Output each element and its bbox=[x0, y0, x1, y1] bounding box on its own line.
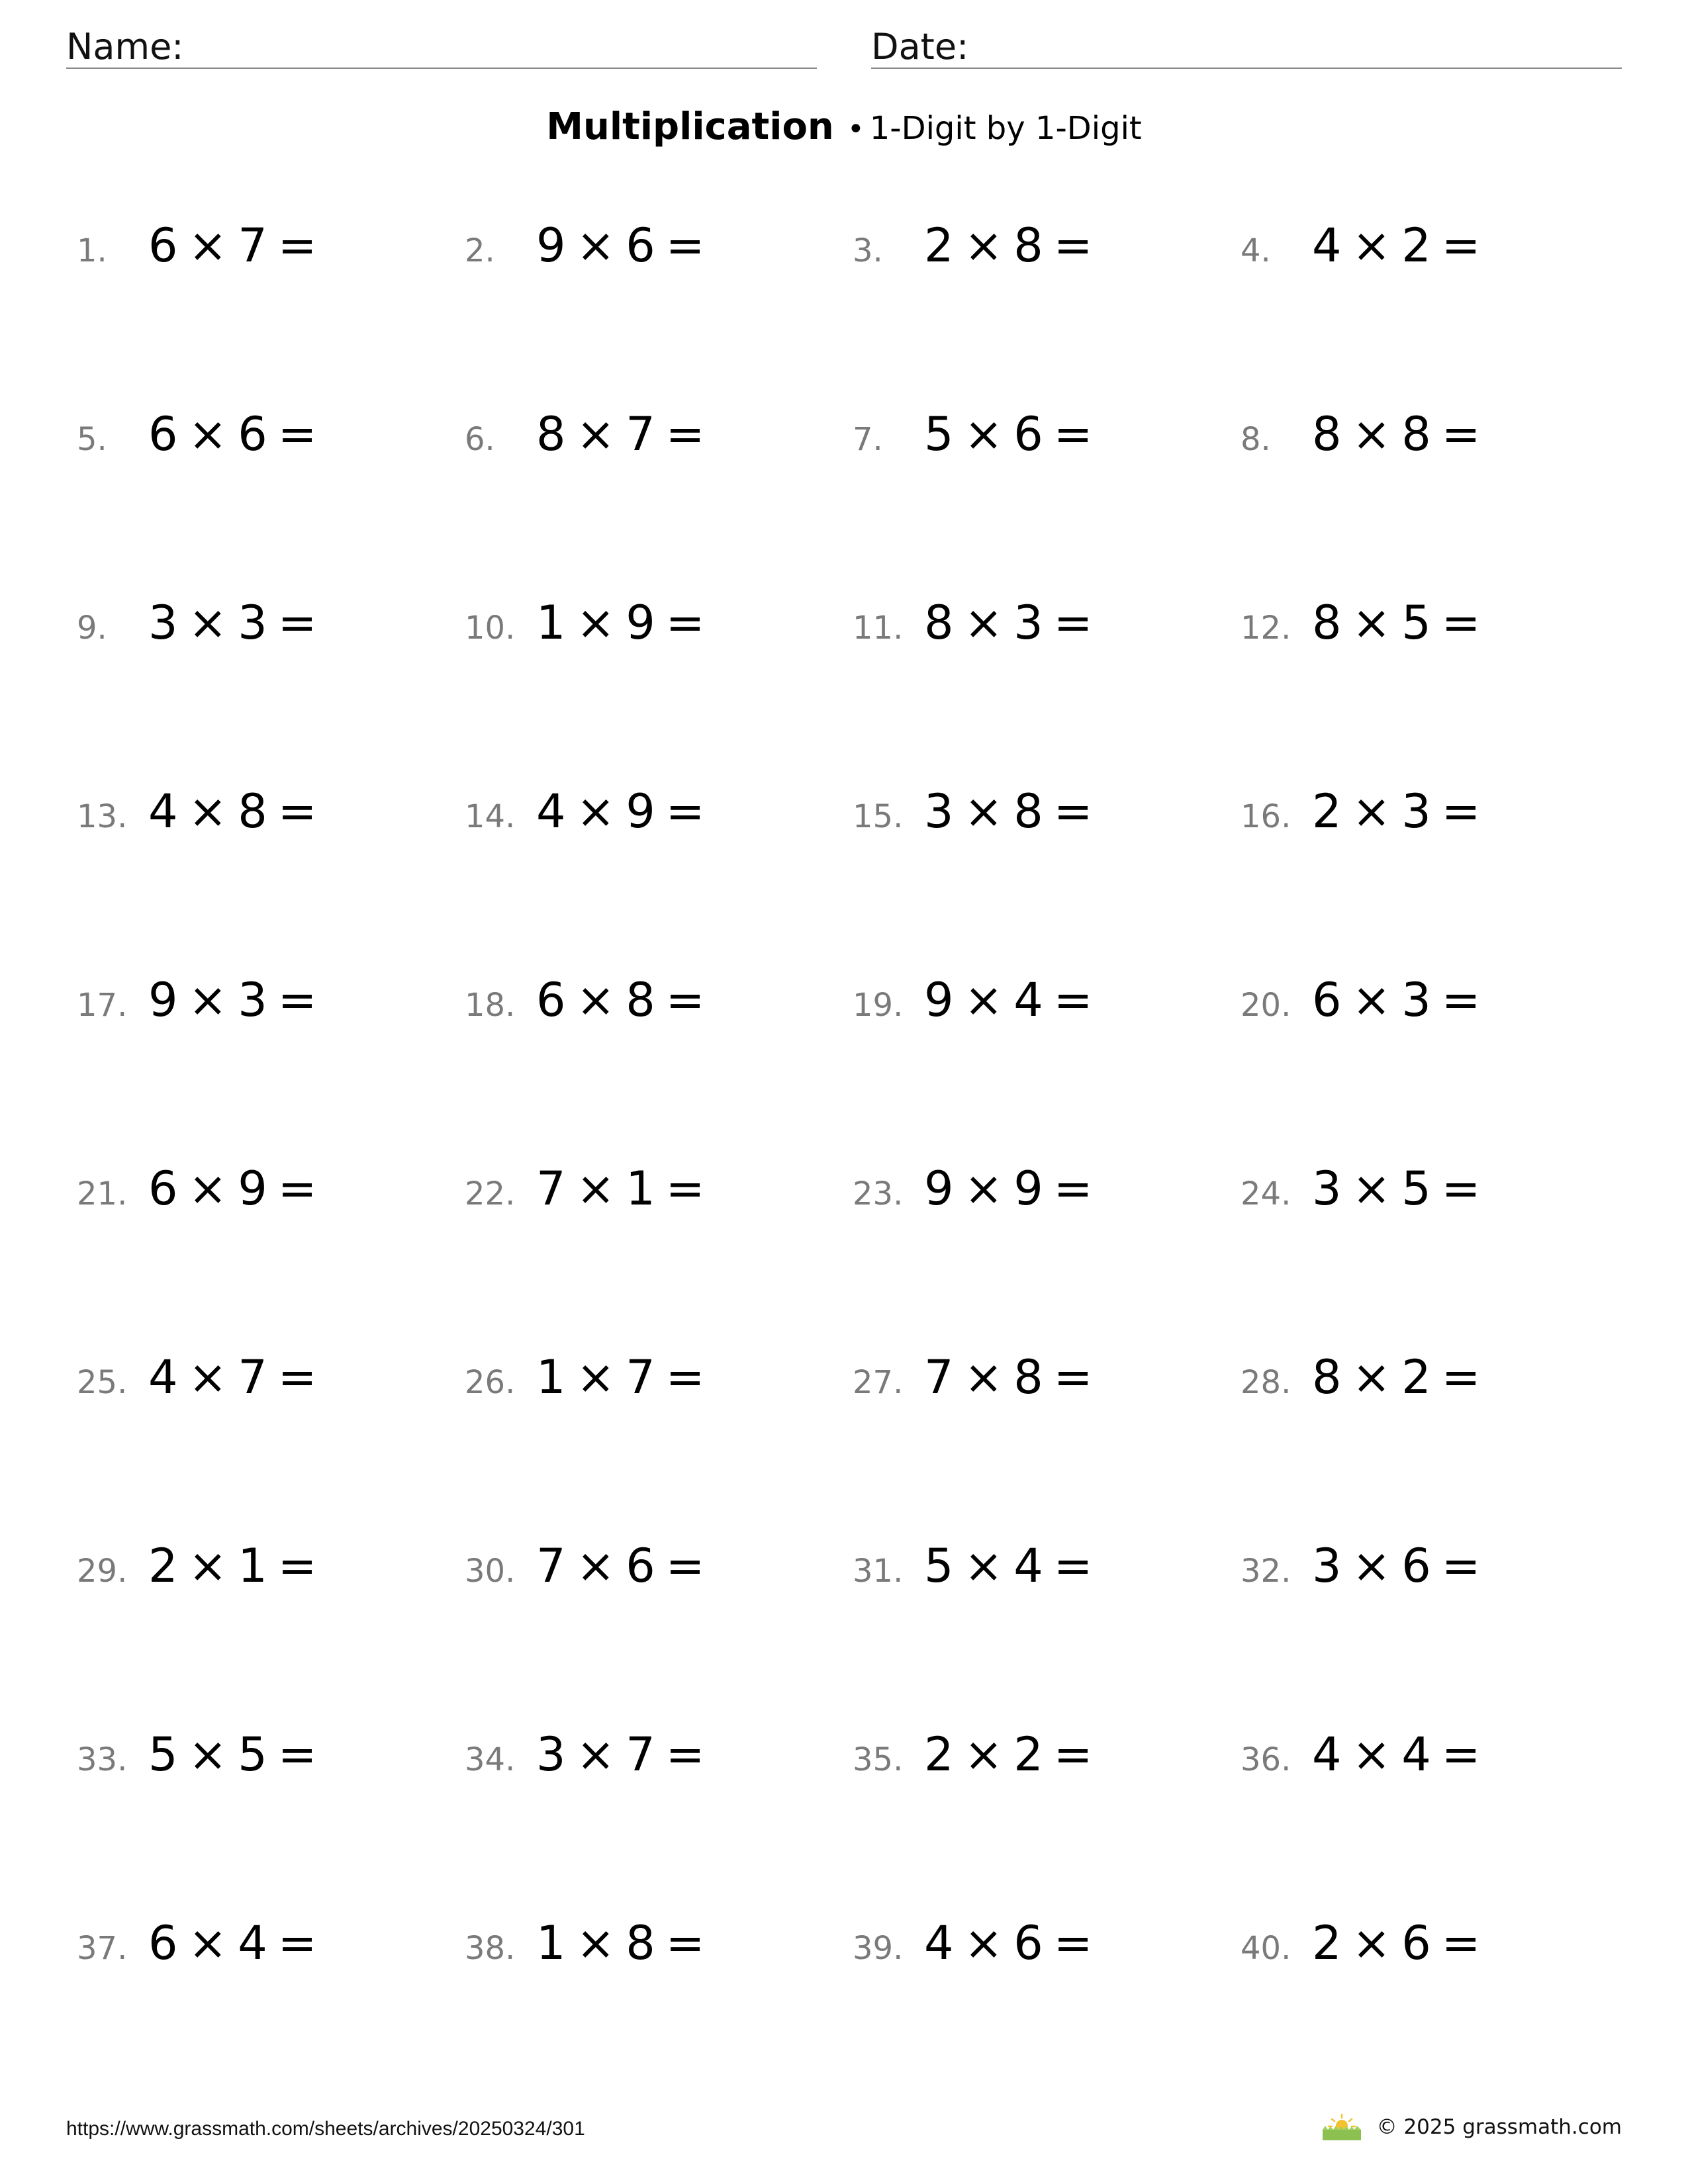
problem-number: 31. bbox=[853, 1553, 904, 1590]
operand-a: 9 bbox=[148, 973, 179, 1027]
name-field[interactable] bbox=[66, 24, 817, 69]
problem-number: 6. bbox=[465, 421, 495, 458]
problem-number: 40. bbox=[1241, 1930, 1291, 1967]
problem-number: 7. bbox=[853, 421, 883, 458]
operand-b: 7 bbox=[626, 1350, 657, 1404]
operand-b: 6 bbox=[626, 218, 657, 273]
operand-a: 6 bbox=[148, 218, 179, 273]
operand-a: 1 bbox=[536, 1350, 567, 1404]
operator: × bbox=[964, 1916, 1005, 1970]
equals-sign: = bbox=[277, 1350, 318, 1404]
equals-sign: = bbox=[665, 1916, 706, 1970]
problem-expression bbox=[924, 973, 1103, 1027]
name-label: Name: bbox=[66, 26, 184, 68]
problem-item bbox=[853, 218, 1103, 278]
operand-a: 6 bbox=[148, 1916, 179, 1970]
problem-expression bbox=[1312, 973, 1491, 1027]
problem-item bbox=[77, 218, 327, 278]
problem-item bbox=[465, 973, 715, 1032]
operand-b: 6 bbox=[1401, 1539, 1432, 1593]
problem-expression bbox=[536, 218, 715, 273]
operand-a: 2 bbox=[924, 1727, 955, 1782]
operand-a: 6 bbox=[536, 973, 567, 1027]
problem-item bbox=[465, 407, 715, 467]
operator: × bbox=[188, 1727, 229, 1782]
problem-expression bbox=[536, 1539, 715, 1593]
equals-sign: = bbox=[1053, 596, 1094, 650]
operator: × bbox=[188, 784, 229, 839]
problem-item bbox=[77, 596, 327, 655]
problem-number: 34. bbox=[465, 1741, 516, 1778]
operand-a: 7 bbox=[924, 1350, 955, 1404]
equals-sign: = bbox=[665, 1539, 706, 1593]
problem-item bbox=[853, 1539, 1103, 1598]
title-separator: • bbox=[847, 113, 865, 146]
operand-b: 8 bbox=[1013, 218, 1045, 273]
footer-brand bbox=[1319, 2113, 1622, 2142]
equals-sign: = bbox=[277, 784, 318, 839]
problem-expression bbox=[1312, 1727, 1491, 1782]
problem-item bbox=[853, 1727, 1103, 1787]
operator: × bbox=[188, 1539, 229, 1593]
operand-b: 9 bbox=[626, 596, 657, 650]
operand-b: 3 bbox=[238, 973, 269, 1027]
problem-expression bbox=[536, 973, 715, 1027]
operator: × bbox=[188, 1161, 229, 1216]
problem-number: 18. bbox=[465, 987, 516, 1024]
problem-number: 10. bbox=[465, 610, 516, 647]
equals-sign: = bbox=[1441, 596, 1482, 650]
operand-a: 4 bbox=[924, 1916, 955, 1970]
problem-number: 8. bbox=[1241, 421, 1271, 458]
problem-expression bbox=[1312, 1916, 1491, 1970]
equals-sign: = bbox=[277, 596, 318, 650]
operand-b: 8 bbox=[238, 784, 269, 839]
problem-number: 5. bbox=[77, 421, 107, 458]
problem-item bbox=[465, 1539, 715, 1598]
problem-number: 29. bbox=[77, 1553, 128, 1590]
operand-a: 3 bbox=[148, 596, 179, 650]
operator: × bbox=[964, 1539, 1005, 1593]
equals-sign: = bbox=[1053, 784, 1094, 839]
problem-item bbox=[1241, 407, 1491, 467]
operator: × bbox=[964, 218, 1005, 273]
operator: × bbox=[1352, 407, 1393, 461]
problem-expression bbox=[1312, 784, 1491, 839]
equals-sign: = bbox=[1441, 973, 1482, 1027]
equals-sign: = bbox=[277, 407, 318, 461]
problem-expression bbox=[148, 407, 327, 461]
problem-item bbox=[853, 1916, 1103, 1976]
operand-a: 2 bbox=[1312, 1916, 1343, 1970]
operator: × bbox=[576, 596, 617, 650]
equals-sign: = bbox=[1053, 1539, 1094, 1593]
operand-b: 4 bbox=[1013, 973, 1045, 1027]
operand-b: 9 bbox=[626, 784, 657, 839]
operand-b: 3 bbox=[1013, 596, 1045, 650]
operand-b: 9 bbox=[1013, 1161, 1045, 1216]
equals-sign: = bbox=[1441, 1727, 1482, 1782]
problem-number: 15. bbox=[853, 798, 904, 835]
equals-sign: = bbox=[1053, 218, 1094, 273]
problem-item bbox=[77, 1727, 327, 1787]
problem-expression bbox=[536, 1161, 715, 1216]
problem-number: 3. bbox=[853, 232, 883, 269]
operator: × bbox=[576, 784, 617, 839]
problem-number: 4. bbox=[1241, 232, 1271, 269]
operand-b: 6 bbox=[238, 407, 269, 461]
problem-item bbox=[77, 1916, 327, 1976]
operand-b: 1 bbox=[626, 1161, 657, 1216]
problem-item bbox=[1241, 973, 1491, 1032]
equals-sign: = bbox=[665, 1727, 706, 1782]
problem-item bbox=[465, 1916, 715, 1976]
worksheet-title bbox=[0, 105, 1688, 148]
problem-expression bbox=[148, 1727, 327, 1782]
problem-expression bbox=[924, 1916, 1103, 1970]
operand-a: 3 bbox=[536, 1727, 567, 1782]
problem-expression bbox=[924, 407, 1103, 461]
operator: × bbox=[576, 1350, 617, 1404]
operator: × bbox=[964, 784, 1005, 839]
equals-sign: = bbox=[1441, 407, 1482, 461]
title-subtitle: 1-Digit by 1-Digit bbox=[869, 110, 1142, 147]
problem-number: 14. bbox=[465, 798, 516, 835]
operand-a: 2 bbox=[1312, 784, 1343, 839]
operator: × bbox=[1352, 1539, 1393, 1593]
operand-a: 4 bbox=[536, 784, 567, 839]
problem-expression bbox=[536, 784, 715, 839]
operand-a: 6 bbox=[148, 407, 179, 461]
operand-a: 3 bbox=[1312, 1539, 1343, 1593]
equals-sign: = bbox=[1053, 1161, 1094, 1216]
problem-expression bbox=[148, 596, 327, 650]
grass-sun-logo-icon bbox=[1319, 2113, 1365, 2142]
problem-expression bbox=[148, 784, 327, 839]
operator: × bbox=[576, 218, 617, 273]
problem-item bbox=[1241, 1350, 1491, 1410]
operator: × bbox=[188, 596, 229, 650]
operator: × bbox=[964, 1727, 1005, 1782]
operator: × bbox=[1352, 1161, 1393, 1216]
operand-a: 7 bbox=[536, 1539, 567, 1593]
operand-b: 6 bbox=[1013, 407, 1045, 461]
operand-b: 8 bbox=[1401, 407, 1432, 461]
problem-number: 28. bbox=[1241, 1364, 1291, 1401]
problem-item bbox=[1241, 1539, 1491, 1598]
operator: × bbox=[1352, 784, 1393, 839]
operand-a: 2 bbox=[148, 1539, 179, 1593]
problem-number: 23. bbox=[853, 1175, 904, 1212]
problem-number: 38. bbox=[465, 1930, 516, 1967]
operand-b: 1 bbox=[238, 1539, 269, 1593]
problem-expression bbox=[924, 1350, 1103, 1404]
problem-item bbox=[1241, 1161, 1491, 1221]
operand-a: 8 bbox=[1312, 1350, 1343, 1404]
problem-item bbox=[465, 596, 715, 655]
problem-expression bbox=[536, 1916, 715, 1970]
operand-b: 3 bbox=[238, 596, 269, 650]
problem-item bbox=[77, 1350, 327, 1410]
problem-item bbox=[465, 784, 715, 844]
problem-item bbox=[1241, 1727, 1491, 1787]
equals-sign: = bbox=[277, 1539, 318, 1593]
operand-b: 8 bbox=[626, 973, 657, 1027]
problem-expression bbox=[1312, 1350, 1491, 1404]
equals-sign: = bbox=[1441, 1916, 1482, 1970]
operand-a: 4 bbox=[148, 784, 179, 839]
operand-a: 5 bbox=[148, 1727, 179, 1782]
operand-b: 7 bbox=[626, 1727, 657, 1782]
operand-a: 9 bbox=[536, 218, 567, 273]
problem-expression bbox=[148, 1916, 327, 1970]
operator: × bbox=[1352, 1727, 1393, 1782]
problem-number: 25. bbox=[77, 1364, 128, 1401]
operator: × bbox=[964, 407, 1005, 461]
problem-item bbox=[77, 784, 327, 844]
problem-item bbox=[853, 596, 1103, 655]
operand-b: 4 bbox=[1013, 1539, 1045, 1593]
equals-sign: = bbox=[665, 596, 706, 650]
equals-sign: = bbox=[665, 1161, 706, 1216]
operand-b: 3 bbox=[1401, 784, 1432, 839]
operand-a: 3 bbox=[1312, 1161, 1343, 1216]
operator: × bbox=[576, 1727, 617, 1782]
problem-item bbox=[465, 218, 715, 278]
problem-expression bbox=[148, 973, 327, 1027]
operand-b: 2 bbox=[1013, 1727, 1045, 1782]
problem-expression bbox=[148, 1539, 327, 1593]
problem-expression bbox=[536, 596, 715, 650]
problem-number: 1. bbox=[77, 232, 107, 269]
operator: × bbox=[964, 1161, 1005, 1216]
operand-a: 5 bbox=[924, 407, 955, 461]
problem-item bbox=[77, 407, 327, 467]
equals-sign: = bbox=[1053, 1916, 1094, 1970]
operator: × bbox=[188, 1916, 229, 1970]
operator: × bbox=[1352, 1350, 1393, 1404]
operator: × bbox=[964, 1350, 1005, 1404]
operand-b: 4 bbox=[238, 1916, 269, 1970]
problem-item bbox=[77, 973, 327, 1032]
problem-number: 9. bbox=[77, 610, 107, 647]
problem-expression bbox=[1312, 1539, 1491, 1593]
problem-number: 17. bbox=[77, 987, 128, 1024]
operand-a: 6 bbox=[1312, 973, 1343, 1027]
operand-b: 2 bbox=[1401, 218, 1432, 273]
equals-sign: = bbox=[665, 218, 706, 273]
operand-a: 4 bbox=[1312, 1727, 1343, 1782]
operand-b: 2 bbox=[1401, 1350, 1432, 1404]
operand-a: 7 bbox=[536, 1161, 567, 1216]
equals-sign: = bbox=[1053, 1727, 1094, 1782]
problem-item bbox=[77, 1539, 327, 1598]
operator: × bbox=[576, 1161, 617, 1216]
problem-item bbox=[853, 784, 1103, 844]
date-label: Date: bbox=[871, 26, 969, 68]
operand-b: 5 bbox=[1401, 1161, 1432, 1216]
problem-number: 32. bbox=[1241, 1553, 1291, 1590]
operand-b: 8 bbox=[626, 1916, 657, 1970]
problem-number: 19. bbox=[853, 987, 904, 1024]
equals-sign: = bbox=[277, 218, 318, 273]
problem-number: 36. bbox=[1241, 1741, 1291, 1778]
equals-sign: = bbox=[277, 1161, 318, 1216]
operator: × bbox=[576, 1539, 617, 1593]
footer-url: https://www.grassmath.com/sheets/archives/20250324/301 bbox=[66, 2118, 585, 2140]
problem-number: 12. bbox=[1241, 610, 1291, 647]
operand-b: 5 bbox=[238, 1727, 269, 1782]
operator: × bbox=[576, 1916, 617, 1970]
operand-b: 6 bbox=[1013, 1916, 1045, 1970]
operator: × bbox=[1352, 973, 1393, 1027]
problem-item bbox=[465, 1727, 715, 1787]
problem-expression bbox=[1312, 1161, 1491, 1216]
problem-item bbox=[1241, 218, 1491, 278]
operator: × bbox=[188, 973, 229, 1027]
operand-b: 8 bbox=[1013, 1350, 1045, 1404]
equals-sign: = bbox=[1053, 407, 1094, 461]
operand-b: 5 bbox=[1401, 596, 1432, 650]
problem-expression bbox=[924, 1727, 1103, 1782]
problem-number: 13. bbox=[77, 798, 128, 835]
equals-sign: = bbox=[277, 1916, 318, 1970]
operator: × bbox=[1352, 1916, 1393, 1970]
problem-number: 21. bbox=[77, 1175, 128, 1212]
problem-expression bbox=[536, 1727, 715, 1782]
problem-item bbox=[1241, 784, 1491, 844]
title-main: Multiplication bbox=[546, 105, 834, 148]
problem-grid bbox=[0, 218, 1688, 2111]
problem-item bbox=[853, 1350, 1103, 1410]
operand-b: 9 bbox=[238, 1161, 269, 1216]
problem-number: 33. bbox=[77, 1741, 128, 1778]
date-field[interactable] bbox=[871, 24, 1622, 69]
operand-a: 1 bbox=[536, 596, 567, 650]
problem-item bbox=[465, 1161, 715, 1221]
problem-item bbox=[465, 1350, 715, 1410]
problem-expression bbox=[536, 1350, 715, 1404]
operator: × bbox=[1352, 596, 1393, 650]
problem-item bbox=[853, 973, 1103, 1032]
problem-expression bbox=[924, 1161, 1103, 1216]
operand-a: 8 bbox=[1312, 596, 1343, 650]
equals-sign: = bbox=[665, 973, 706, 1027]
problem-number: 26. bbox=[465, 1364, 516, 1401]
problem-expression bbox=[148, 218, 327, 273]
equals-sign: = bbox=[1053, 1350, 1094, 1404]
copyright-text: © 2025 grassmath.com bbox=[1376, 2115, 1622, 2139]
problem-item bbox=[1241, 1916, 1491, 1976]
equals-sign: = bbox=[665, 407, 706, 461]
equals-sign: = bbox=[1441, 1539, 1482, 1593]
operator: × bbox=[188, 1350, 229, 1404]
operator: × bbox=[188, 218, 229, 273]
problem-number: 22. bbox=[465, 1175, 516, 1212]
operand-a: 8 bbox=[924, 596, 955, 650]
operand-a: 3 bbox=[924, 784, 955, 839]
operator: × bbox=[964, 973, 1005, 1027]
operator: × bbox=[576, 407, 617, 461]
operand-b: 7 bbox=[626, 407, 657, 461]
problem-expression bbox=[924, 596, 1103, 650]
equals-sign: = bbox=[1441, 784, 1482, 839]
operand-b: 7 bbox=[238, 218, 269, 273]
problem-expression bbox=[1312, 596, 1491, 650]
problem-number: 2. bbox=[465, 232, 495, 269]
equals-sign: = bbox=[1441, 1350, 1482, 1404]
problem-expression bbox=[924, 1539, 1103, 1593]
problem-number: 11. bbox=[853, 610, 904, 647]
operand-a: 8 bbox=[1312, 407, 1343, 461]
problem-expression bbox=[1312, 407, 1491, 461]
operator: × bbox=[1352, 218, 1393, 273]
operand-a: 2 bbox=[924, 218, 955, 273]
problem-item bbox=[853, 407, 1103, 467]
problem-item bbox=[853, 1161, 1103, 1221]
equals-sign: = bbox=[277, 1727, 318, 1782]
problem-number: 24. bbox=[1241, 1175, 1291, 1212]
operator: × bbox=[188, 407, 229, 461]
equals-sign: = bbox=[1441, 218, 1482, 273]
operand-a: 5 bbox=[924, 1539, 955, 1593]
problem-number: 27. bbox=[853, 1364, 904, 1401]
problem-item bbox=[77, 1161, 327, 1221]
problem-expression bbox=[924, 218, 1103, 273]
problem-number: 35. bbox=[853, 1741, 904, 1778]
operand-b: 7 bbox=[238, 1350, 269, 1404]
operator: × bbox=[964, 596, 1005, 650]
operand-a: 8 bbox=[536, 407, 567, 461]
problem-number: 30. bbox=[465, 1553, 516, 1590]
problem-item bbox=[1241, 596, 1491, 655]
operand-b: 4 bbox=[1401, 1727, 1432, 1782]
problem-expression bbox=[148, 1161, 327, 1216]
operand-a: 9 bbox=[924, 973, 955, 1027]
operand-b: 6 bbox=[1401, 1916, 1432, 1970]
operand-a: 4 bbox=[148, 1350, 179, 1404]
problem-number: 16. bbox=[1241, 798, 1291, 835]
equals-sign: = bbox=[665, 784, 706, 839]
operand-a: 6 bbox=[148, 1161, 179, 1216]
operand-b: 6 bbox=[626, 1539, 657, 1593]
problem-expression bbox=[148, 1350, 327, 1404]
equals-sign: = bbox=[277, 973, 318, 1027]
operand-a: 9 bbox=[924, 1161, 955, 1216]
problem-expression bbox=[1312, 218, 1491, 273]
problem-expression bbox=[924, 784, 1103, 839]
problem-number: 39. bbox=[853, 1930, 904, 1967]
operand-a: 1 bbox=[536, 1916, 567, 1970]
equals-sign: = bbox=[665, 1350, 706, 1404]
operand-b: 8 bbox=[1013, 784, 1045, 839]
operand-b: 3 bbox=[1401, 973, 1432, 1027]
problem-number: 20. bbox=[1241, 987, 1291, 1024]
problem-number: 37. bbox=[77, 1930, 128, 1967]
equals-sign: = bbox=[1441, 1161, 1482, 1216]
operand-a: 4 bbox=[1312, 218, 1343, 273]
operator: × bbox=[576, 973, 617, 1027]
problem-expression bbox=[536, 407, 715, 461]
equals-sign: = bbox=[1053, 973, 1094, 1027]
